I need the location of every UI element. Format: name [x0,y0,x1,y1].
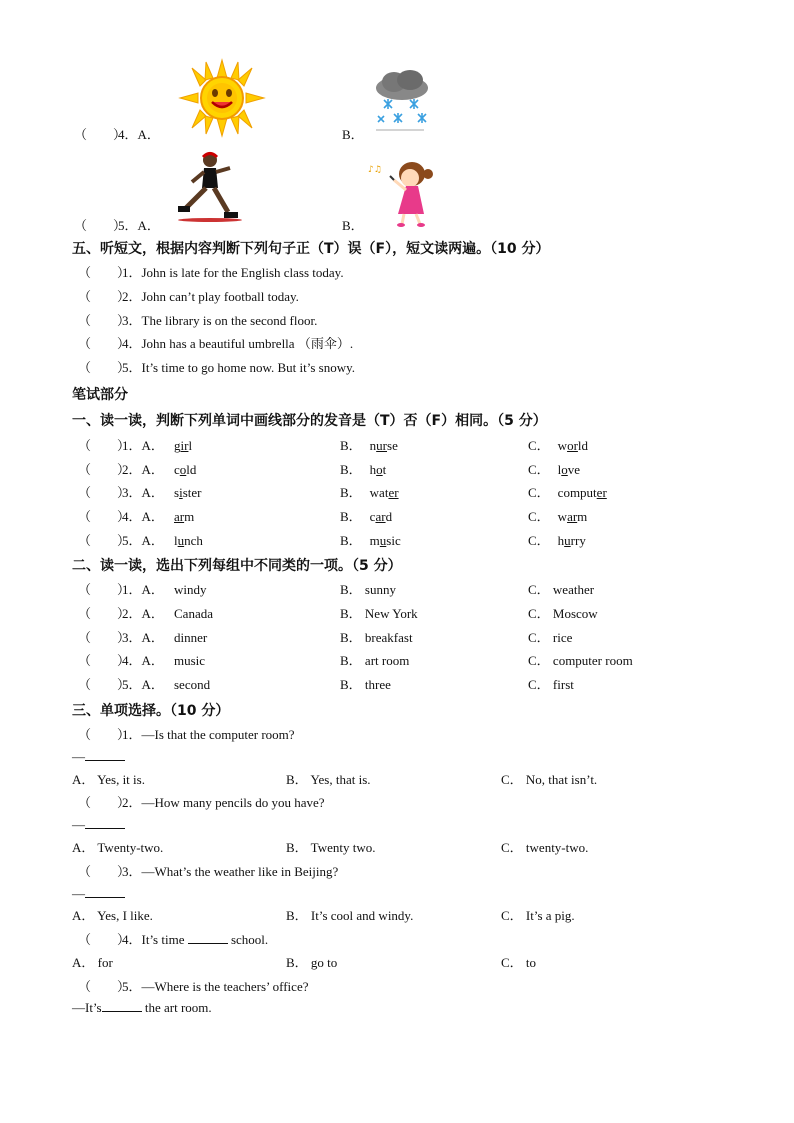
answer-blank: — [72,816,125,833]
word-option-b: B． hot [340,462,387,477]
list-item: （ ）3．A． sister B． water C． computer [78,483,164,503]
option-b: B． go to [286,955,338,970]
option-b: B． Twenty two. [286,840,376,855]
word-option-a: sister [174,485,202,500]
list-item: （ ）4．A． music B． art room C． computer room [78,653,633,668]
word-option-b: B． nurse [340,438,398,453]
option-b-label: B． [342,127,364,142]
option-c: C． No, that isn’t. [501,772,598,787]
list-item: （ ）2．A． cold B． hot C． love [78,460,164,480]
option-a: A． Twenty-two. [72,840,164,855]
svg-text:♪♫: ♪♫ [368,165,382,175]
section-5-title: 五、听短文，根据内容判断下列句子正（T）误（F），短文读两遍。（10 分） [72,241,550,257]
option-c: C． to [501,955,537,970]
word-option-a: arm [174,509,195,524]
list-item: （ ）1．A． girl B． nurse C． world [78,436,164,456]
word-option-c: C． computer [528,485,607,500]
written-part-title: 笔试部分 [72,387,128,403]
list-item: （ ）5．A． lunch B． music C． hurry [78,531,164,551]
answer-line: —It’s the art room. [72,1000,212,1015]
option-b: B． Yes, that is. [286,772,371,787]
question-number: 4．A． [118,127,160,142]
option-c: C． It’s a pig. [501,908,575,923]
word-option-c: C． love [528,462,581,477]
list-item: （ ）1．John is late for the English class today. [78,265,344,280]
list-item: （ ）4．A． arm B． card C． warm [78,507,164,527]
part-1-title: 一、读一读，判断下列单词中画线部分的发音是（T）否（F）相同。（5 分） [72,413,547,429]
word-option-c: C． world [528,438,589,453]
word-option-c: C． warm [528,509,588,524]
word-option-c: C． hurry [528,533,586,548]
option-b-label: B． [342,218,364,233]
list-item: （ ）3．The library is on the second floor. [78,313,318,328]
option-c: C． twenty-two. [501,840,589,855]
list-item: （ ）5．It’s time to go home now. But it’s snowy. [78,360,356,375]
part-2-title: 二、读一读，选出下列每组中不同类的一项。（5 分） [72,558,402,574]
list-item: （ ）2．A． Canada B． New York C． Moscow [78,606,598,621]
list-item: （ ）5．A． second B． three C． first [78,677,574,692]
answer-paren: （ ） [74,127,127,142]
word-option-b: B． water [340,485,399,500]
answer-blank: — [72,748,125,765]
answer-paren: （ ） [74,218,127,233]
word-option-b: B． music [340,533,401,548]
part-3-title: 三、单项选择。（10 分） [72,703,230,719]
list-item: （ ）1．A． windy B． sunny C． weather [78,582,595,597]
word-option-a: girl [174,438,193,453]
singing-girl-icon [368,158,440,228]
option-a: A． for [72,955,113,970]
list-item: （ ）2．John can’t play football today. [78,289,299,304]
answer-blank [188,931,228,944]
question-number: 5．A． [118,218,160,233]
word-option-b: B． card [340,509,393,524]
answer-blank [102,999,142,1012]
answer-blank: — [72,885,125,902]
list-item: （ ）3．A． dinner B． breakfast C． rice [78,630,573,645]
list-item: （ ）4．John has a beautiful umbrella （雨伞）. [78,336,354,351]
word-option-a: lunch [174,533,203,548]
word-option-a: cold [174,462,197,477]
running-boy-icon [176,150,246,222]
option-a: A． Yes, it is. [72,772,145,787]
option-b: B． It’s cool and windy. [286,908,414,923]
sun-icon [180,60,264,136]
snow-cloud-icon [372,70,432,132]
option-a: A． Yes, I like. [72,908,153,923]
